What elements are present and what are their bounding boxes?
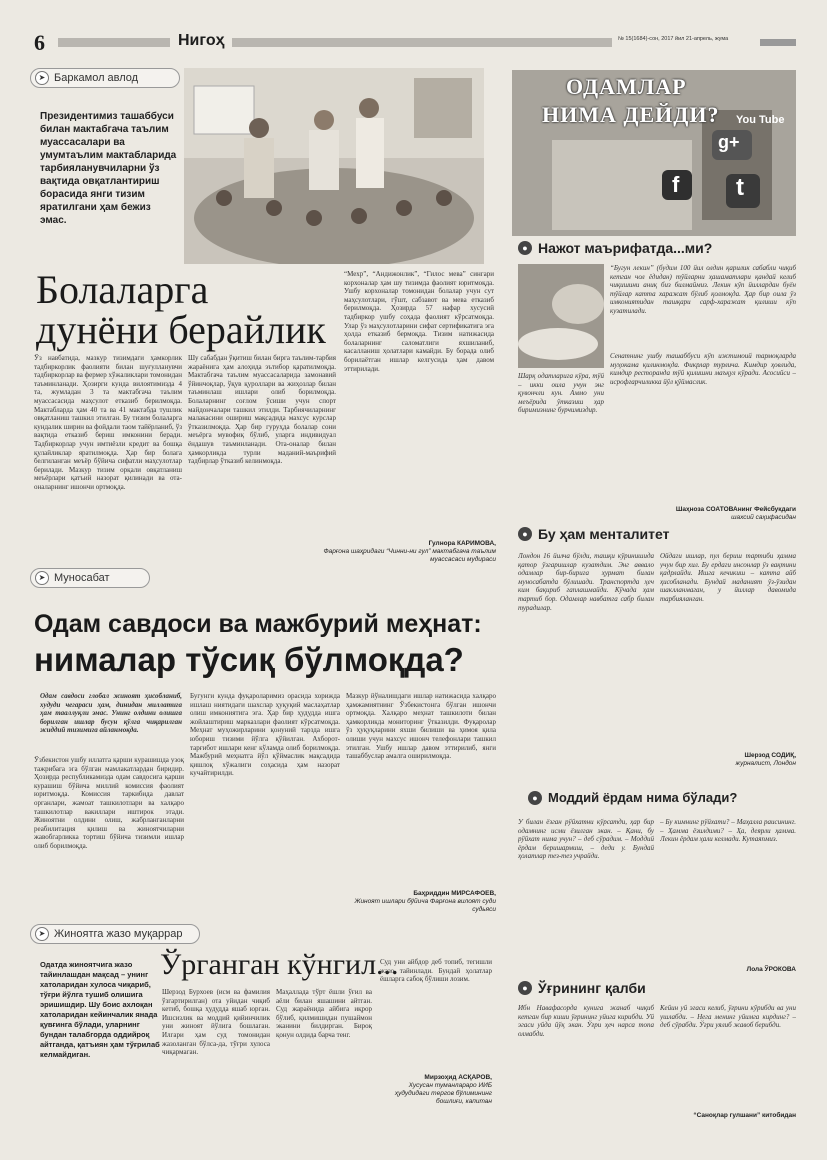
signature-role: Фарғона шаҳридаги “Чинни-ни гул” мактабгача таълим муассасаси мудираси [323, 548, 496, 563]
signature-name: Шерзод СОДИҚ, [744, 752, 796, 759]
header-rule-right [760, 39, 796, 46]
rubric-label: Муносабат [54, 572, 110, 584]
section-mentalitet-signature [660, 752, 796, 768]
article3-lead: Одатда жиноятчига жазо тайинлашдан мақсад – унинг хатоларидан хулоса чиқариб, тўғри йўлга тушиб олишига эришишдир. Шу боис ахлоқан хатоларидан кейинчалик янада қувғинга бўлади, уларнинг бундан талабгорда оддийроқ айтганда, қатъиян ҳам тўғрилаб келмайдиган. [40, 960, 160, 1059]
article1-column1: Ўз навбатида, мазкур тизимдаги ҳамкорлик тадбиркорлик фаолияти билан шуғулланувчи тадбиркорлар ва фермер хўжаликлари томонидан таъминланади. Ҳозирги кунда вилоятимизда 4 та, жумладан 3 та мактабгача таълим муассасасида маҳсулот етказиб берилмоқда. Мактабларда ҳам 40 та ва 41 мактабда тушлик овқатланиш ташкил этилган. Бу тизим болаларга кундалик ширин ва фойдали таом тайёрланиб, ўз вақтида етказиб бериш имконини беради. Тадбиркорлар учун имтиёзли кредит ва бошқа қулайликлар яратилмоқда. Ҳар бир болага белгиланган меъёр бўйича сифатли маҳсулотлар берилади. Мазкур тизим орқали овқатланиш меъёрлари қатъий назорат қилинади ва ота-оналарнинг ишончи ортмоқда. [34, 354, 182, 491]
rubric-label: Баркамол авлод [54, 72, 139, 84]
google-plus-icon: g+ [718, 132, 740, 152]
section-mentalitet-body1: Лондон 16 йилча бўлди, ташқи кўринишида қатор ўзгаришлар кузатдим. Энг аввало одамлар бир-бирига ҳурмат билан муносабатда бўлишади. Транспортда ҳеч ким бақириб гаплашмайди. Кўчада ҳам тартиб бор. Одамлар навбатга сабр билан турадилар. [518, 552, 654, 612]
section-moddiy-signature [660, 966, 796, 974]
page-header [0, 28, 827, 56]
article3-column2: Маҳаллада тўрт ёшли ўғил ва аёли билан яшашини айтган. Суд жараёнида айбига иқрор бўлиб, қилмишидан пушаймон эканини билдирган. Бироқ қонун олдида барча тенг. [276, 988, 372, 1039]
youtube-icon: You Tube [736, 114, 785, 126]
banner-line1: ОДАМЛАР [566, 74, 687, 99]
signature-name: Лола ЎРОКОВА [746, 966, 796, 973]
article3-column3: Суд уни айбдор деб топиб, тегишли жазо тайинлади. Бундай ҳолатлар ёшларга сабоқ бўлиши лозим. [380, 958, 492, 984]
section-ogri-body2: Кейин уй эгаси келиб, ўғрини кўрибди ва уни ушлабди. – Нега менинг уйимга кирдинг? – деб сўрабди. Ўғри уялиб жавоб берибди. [660, 1004, 796, 1030]
wedding-cars-photo [518, 264, 604, 368]
arrow-right-icon: ➤ [35, 71, 49, 85]
arrow-right-icon: ➤ [35, 571, 49, 585]
signature-role: Жиноят ишлари бўйича Фарғона вилоят суди судьяси [354, 898, 496, 913]
rubric-label: Жиноятга жазо муқаррар [54, 928, 183, 940]
bullet-icon: ● [518, 241, 532, 255]
tumblr-icon: t [736, 174, 744, 201]
section-title: Бу ҳам менталитет [538, 526, 670, 542]
arrow-right-icon: ➤ [35, 927, 49, 941]
article1-lead: Президентимиз ташаббуси билан мактабгача таълим муассасалари ва умумтаълим мактабларида тарбияланувчиларни ўз вақтида овқатлантириш борасида янги тизим яратилгани ҳам бежиз эмас. [40, 111, 177, 226]
section-ogri-body1: Ибн Навафасорда кунига жанаб чиқиб кетган бир киши ўғрининг уйига кирибди. Уй эгаси уйда йўқ экан. Ўғри ҳеч нарса топа олмабди. [518, 1004, 654, 1038]
kindergarten-photo [184, 68, 484, 264]
section-moddiy-body1: У билан ёзган рўйхатни кўрсатди, ҳар бир одамнинг исми ёзилган экан. – Қани, бу рўйхат нима учун? – деб сўрадим. – Моддий ёрдам беришармиш, – деди у. Бундай ҳолатлар тез-тез учрайди. [518, 818, 654, 861]
signature-name: Шаҳноза СОАТОВАнинг Фейсбукдаги [675, 506, 796, 513]
article2-title-line2: нималар тўсиқ бўлмоқда? [34, 641, 464, 678]
article1-title [36, 267, 336, 352]
article2-column2: Бугунги кунда фуқароларимиз орасида хорижда ишлаш ниятидаги шахслар ҳуқуқий маслаҳатлар олиш имкониятига эга. Ҳар бир ҳудудда ишга жойлаштириш марказлари фаолият кўрсатмоқда. Меҳнат муҳожирларини қонуний тарзда ишга юбориш тизими йўлга қўйилган. Ахборот-тарғибот ишлари кенг кўламда олиб борилмоқда. Мажбурий меҳнатга йўл қўймаслик мақсадида қишлоқ хўжалиги соҳасида ҳам назорат кучайтирилди. [190, 692, 340, 778]
article1-signature [300, 540, 496, 564]
rubric-jinoyatga-jazo [30, 924, 200, 944]
article2-title-line1: Одам савдоси ва мажбурий меҳнат: [34, 610, 482, 638]
section-najot-signature [610, 506, 796, 522]
rubric-munosabat [30, 568, 150, 588]
signature-name: Мирзоҳид АСҚАРОВ, [424, 1074, 492, 1081]
section-moddiy-body2: – Бу кимнинг рўйхати? – Маҳалла раисининг. – Ҳамма ёзилдими? – Ҳа, деярли ҳамма. Лекин ёрдам ҳали келмади. Кутаяпмиз. [660, 818, 796, 844]
article3-title: Ўрганган кўнгил... [160, 948, 399, 981]
section-ogri-signature [660, 1112, 796, 1120]
bullet-icon: ● [518, 527, 532, 541]
bullet-icon: ● [518, 981, 532, 995]
article2-signature [346, 890, 496, 914]
article1-column2: Шу сабабдан ўқитиш билан бирга таълим-тарбия жараёнига ҳам алоҳида эътибор қаратилмоқда. Мактабгача таълим муассасаларида замонавий ўйинчоқлар, ўқув қуроллари ва жиҳозлар билан таъминлаш ишлари олиб борилмоқда. Болаларнинг соғлом ўсиши учун спорт майдончалари ташкил этилди. Тарбиячиларнинг малакасини ошириш мақсадида махсус курслар ўтказилмоқда. Ҳар бир гуруҳда болалар сони меъёрга мувофиқ бўлиб, уларга индивидуал ёндашув таъминланади. Ота-оналар билан ҳамкорликда турли маданий-маърифий тадбирлар ўтказиб келинмоқда. [188, 354, 336, 466]
newspaper-name: Нигоҳ [178, 32, 225, 49]
article3-column1: Шерзод Бурхоев (исм ва фамилия ўзгартирилган) ота уйидан чиқиб кетиб, бошқа ҳудудда яшаб юрган. Ишсизлик ва моддий қийинчилик уни жиноят йўлига бошлаган. Илгари ҳам суд томонидан жазоланган бўлса-да, тўғри хулоса чиқармаган. [162, 988, 270, 1057]
rubric-barkamol-avlod [30, 68, 180, 88]
signature-name: “Саноқлар гулшани” китобидан [693, 1112, 796, 1119]
section-title: Нажот маърифатда...ми? [538, 240, 713, 256]
article1-column3: “Мехр”, “Андижонлик”, “Гилос мева” сингари корхоналар ҳам шу тизимда фаолият юритмоқда. Ушбу корхоналар томонидан болалар учун сут маҳсулотлари, гўшт, сабзавот ва мева етказиб берилмоқда. Ҳозирда 57 нафар хусусий тадбиркор ушбу соҳада фаолият кўрсатмоқда. Улар ўз маҳсулотларини сифат сертификатига эга ҳолда етказиб бермоқда. Тизим натижасида болаларнинг саломатлиги яхшиланиб, касалланиш ҳолатлари камайди. Бу борада олиб борилаётган ишлар келгусида ҳам давом эттирилади. [344, 270, 494, 373]
article3-signature [380, 1074, 492, 1106]
banner-line2: НИМА ДЕЙДИ? [542, 102, 720, 127]
signature-name: Баҳриддин МИРСАФОЕВ, [413, 890, 496, 897]
section-najot-body2: Сенатнинг ушбу ташаббуси кўп ижтимоий тармоқларда муҳокама қилинмоқда. Фикрлар турлича. Кимдир ҳовлида, кимдир ресторанда тўй қилишни маъқул кўради. Асосийси – исрофгарчиликка йўл қўймаслик. [610, 352, 796, 386]
section-title: Ўғрининг қалби [538, 980, 646, 996]
header-rule-middle [232, 38, 612, 47]
section-najot-header [518, 240, 712, 256]
section-mentalitet-header [518, 526, 669, 542]
page-number: 6 [34, 30, 45, 55]
signature-role: шахсий саҳифасидан [731, 514, 796, 521]
people-say-banner [512, 70, 796, 236]
section-najot-body1: “Бугун лекин” (будим 100 йил олдин қарилик сабабли чиқиб кетган чол ёдидан) тўйларни ҳашаматлари қандай келиб чиқишини аниқ биз билмаймиз. Лекин кўп йиллардан буён тўйлар катта харажат бўлиб қолмоқда. Ҳар бир оила ўз имкониятидан ташқари сарф-харажат қилиши кўп кузатилади. [610, 264, 796, 315]
section-mentalitet-body2: Ойдаги ишлар, пул бериш тартиби ҳамма учун бир хил. Бу ердаги инсонлар ўз вақтини қадрлайди. Ишга кечикиш – катта айб ҳисобланади. Бундай маданият ўз-ўзидан шаклланмаган, у йиллар давомида тарбияланган. [660, 552, 796, 603]
bullet-icon: ● [528, 791, 542, 805]
facebook-icon: f [672, 172, 680, 197]
section-najot-body3: Шарқ одатларига кўра, тўй – икки оила учун энг қувончли кун. Аммо уни меъёрида ўтказиш ҳар биримизнинг бурчимиздир. [518, 372, 604, 415]
signature-name: Гулнора КАРИМОВА, [428, 540, 496, 547]
section-title: Моддий ёрдам нима бўлади? [548, 790, 738, 805]
article1-title-line1: Болаларга [36, 267, 209, 312]
signature-role: Хусусан туманлараро ИИБ ҳудудидаги тергов бўлимининг бошлиғи, капитан [394, 1082, 492, 1105]
article2-lead: Одам савдоси глобал жиноят ҳисобланиб, худуди чегараси ҳам, динидан миллатига ҳам тааллуқли эмас. Унинг олдини олишга борилган ишлар бусун қўлга чиқарилган жиддий тизимига айланмоқда. [40, 692, 182, 735]
article2-column1: Ўзбекистон ушбу иллатга қарши курашишда узоқ тажрибага эга бўлган мамлакатлардан биридир. Ҳозирда республикамизда одам савдосига қарши курашиш бўйича миллий комиссия фаолият юритмоқда. Комиссия таркибида давлат органлари, жамоат ташкилотлари ва халқаро ташкилотлар вакиллари иштирок этади. Жиноятни олдини олиш, жабрланганларни реабилитация қилиш ва жиноятчиларни жавобгарликка тортиш бўйича тизимли ишлар олиб борилмоқда. [34, 756, 184, 850]
header-rule-left [58, 38, 170, 47]
article1-title-line2: дунёни берайлик [36, 307, 326, 352]
article2-column3: Мазкур йўналишдаги ишлар натижасида халқаро ҳамжамиятнинг Ўзбекистонга бўлган ишончи ортмоқда. Халқаро меҳнат ташкилоти билан ҳамкорликда мониторинг ўтказилди. Фуқаролар ўз ҳуқуқларини яхши билиши ва ҳимоя қила олиши учун махсус ишонч телефонлари ташкил этилган. Ушбу ишлар давом эттирилиб, янги ташаббуслар амалга оширилмоқда. [346, 692, 496, 761]
issue-info: № 15(1684)-сон, 2017 йил 21-апрель, жума [618, 36, 729, 42]
section-moddiy-header [528, 790, 737, 805]
signature-role: журналист, Лондон [735, 760, 796, 767]
section-ogri-header [518, 980, 646, 996]
